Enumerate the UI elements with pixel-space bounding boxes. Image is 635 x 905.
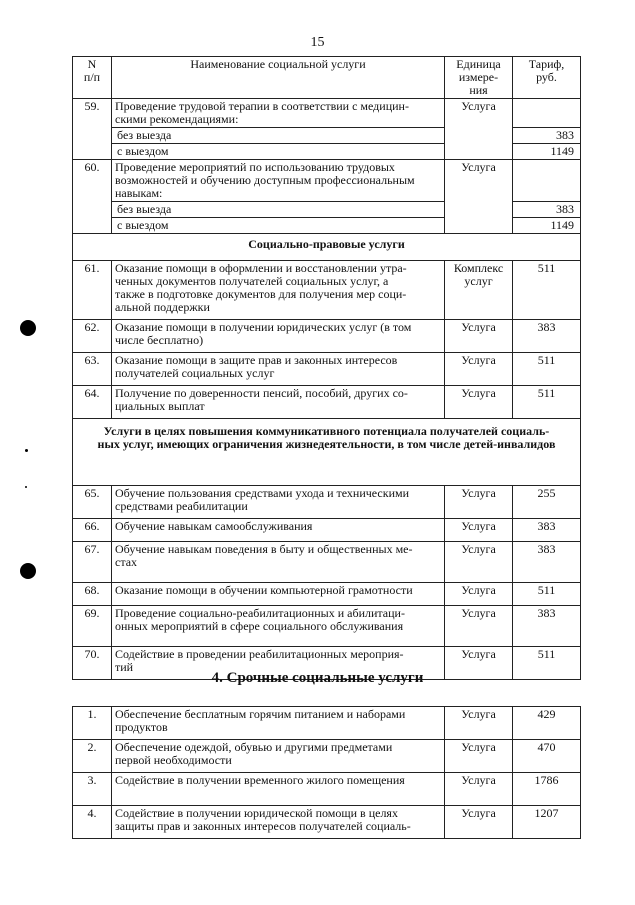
service-unit: Услуга bbox=[445, 486, 513, 519]
row-number: 67. bbox=[73, 542, 112, 583]
row-number: 1. bbox=[73, 707, 112, 740]
page-number: 15 bbox=[310, 35, 325, 50]
section-header-row bbox=[73, 234, 581, 261]
service-tariff: 511 bbox=[513, 583, 581, 606]
service-unit: Услуга bbox=[445, 583, 513, 606]
margin-punch-hole-top bbox=[20, 320, 36, 336]
service-unit: Услуга bbox=[445, 773, 513, 806]
service-unit: Услуга bbox=[445, 542, 513, 583]
tariff-empty-cell bbox=[513, 99, 581, 128]
service-name: Оказание помощи в обучении компьютерной грамотности bbox=[112, 583, 445, 606]
urgent-services-table bbox=[72, 706, 581, 839]
service-unit: Услуга bbox=[445, 707, 513, 740]
table-row bbox=[73, 320, 581, 353]
service-unit: Комплекс услуг bbox=[445, 261, 513, 320]
service-unit: Услуга bbox=[445, 647, 513, 680]
service-unit: Услуга bbox=[445, 519, 513, 542]
urgent-table-row bbox=[73, 740, 581, 773]
service-tariff: 470 bbox=[513, 740, 581, 773]
row-number: 65. bbox=[73, 486, 112, 519]
table-row bbox=[73, 583, 581, 606]
margin-punch-hole-bottom bbox=[20, 563, 36, 579]
service-name: Проведение мероприятий по использованию трудовых возможностей и обучению доступным профессиональным навыкам: bbox=[112, 160, 445, 202]
service-name: Содействие в получении временного жилого помещения bbox=[112, 773, 445, 806]
row-number: 2. bbox=[73, 740, 112, 773]
service-variant-tariff: 383 bbox=[513, 202, 581, 218]
service-name: Содействие в получении юридической помощи в целях защиты прав и законных интересов получателей социаль- bbox=[112, 806, 445, 839]
service-tariff: 511 bbox=[513, 353, 581, 386]
row-number: 69. bbox=[73, 606, 112, 647]
service-tariff: 383 bbox=[513, 320, 581, 353]
urgent-table-row bbox=[73, 806, 581, 839]
section-title-urgent-services: 4. Срочные социальные услуги bbox=[211, 670, 424, 686]
tariff-empty-cell bbox=[513, 160, 581, 202]
table-row bbox=[73, 386, 581, 419]
header-name: Наименование социальной услуги bbox=[112, 57, 445, 99]
row-number: 70. bbox=[73, 647, 112, 680]
section-title: Услуги в целях повышения коммуникативного потенциала получателей социаль- ных услуг, имеющих ограничения жизнедеятельности, в том числе детей-инвалидов bbox=[73, 419, 581, 486]
table-row bbox=[73, 542, 581, 583]
service-unit: Услуга bbox=[445, 740, 513, 773]
service-variant: без выезда bbox=[112, 128, 445, 144]
service-tariff: 511 bbox=[513, 386, 581, 419]
header-num: N п/п bbox=[73, 57, 112, 99]
service-name: Содействие в проведении реабилитационных мероприя- тий bbox=[112, 647, 445, 680]
row-number: 60. bbox=[73, 160, 112, 234]
service-tariff: 255 bbox=[513, 486, 581, 519]
service-unit: Услуга bbox=[445, 606, 513, 647]
service-name: Обучение навыкам поведения в быту и общественных ме- стах bbox=[112, 542, 445, 583]
row-number: 4. bbox=[73, 806, 112, 839]
row-number: 64. bbox=[73, 386, 112, 419]
service-variant-tariff: 1149 bbox=[513, 144, 581, 160]
service-name: Обучение пользования средствами ухода и техническими средствами реабилитации bbox=[112, 486, 445, 519]
row-number: 66. bbox=[73, 519, 112, 542]
service-variant: с выездом bbox=[112, 144, 445, 160]
row-number: 3. bbox=[73, 773, 112, 806]
table-header-row bbox=[73, 57, 581, 99]
service-name: Обеспечение одеждой, обувью и другими предметами первой необходимости bbox=[112, 740, 445, 773]
row-number: 61. bbox=[73, 261, 112, 320]
service-name: Получение по доверенности пенсий, пособий, других со- циальных выплат bbox=[112, 386, 445, 419]
service-name: Оказание помощи в защите прав и законных интересов получателей социальных услуг bbox=[112, 353, 445, 386]
service-name: Оказание помощи в получении юридических услуг (в том числе бесплатно) bbox=[112, 320, 445, 353]
service-name: Проведение социально-реабилитационных и абилитаци- онных мероприятий в сфере социального обслуживания bbox=[112, 606, 445, 647]
service-tariff: 1207 bbox=[513, 806, 581, 839]
service-tariff: 429 bbox=[513, 707, 581, 740]
table-row bbox=[73, 606, 581, 647]
service-tariff: 383 bbox=[513, 519, 581, 542]
service-tariff: 511 bbox=[513, 261, 581, 320]
table-row bbox=[73, 99, 581, 128]
service-variant-tariff: 383 bbox=[513, 128, 581, 144]
service-name: Проведение трудовой терапии в соответствии с медицин- скими рекомендациями: bbox=[112, 99, 445, 128]
service-unit: Услуга bbox=[445, 99, 513, 160]
row-number: 68. bbox=[73, 583, 112, 606]
services-table bbox=[72, 56, 581, 680]
service-unit: Услуга bbox=[445, 160, 513, 234]
service-unit: Услуга bbox=[445, 386, 513, 419]
service-tariff: 383 bbox=[513, 606, 581, 647]
section-header-row bbox=[73, 419, 581, 486]
service-name: Обучение навыкам самообслуживания bbox=[112, 519, 445, 542]
service-name: Обеспечение бесплатным горячим питанием и наборами продуктов bbox=[112, 707, 445, 740]
row-number: 59. bbox=[73, 99, 112, 160]
service-variant: без выезда bbox=[112, 202, 445, 218]
urgent-table-row bbox=[73, 707, 581, 740]
service-unit: Услуга bbox=[445, 353, 513, 386]
table-row bbox=[73, 519, 581, 542]
row-number: 63. bbox=[73, 353, 112, 386]
service-variant-tariff: 1149 bbox=[513, 218, 581, 234]
margin-speck bbox=[25, 449, 28, 452]
service-name: Оказание помощи в оформлении и восстановлении утра- ченных документов получателей социальных услуг, а также в подготовке документов для получения мер соци- альной поддержки bbox=[112, 261, 445, 320]
table-row bbox=[73, 160, 581, 202]
margin-speck bbox=[25, 486, 27, 488]
section-title: Социально-правовые услуги bbox=[73, 234, 581, 261]
service-tariff: 383 bbox=[513, 542, 581, 583]
service-unit: Услуга bbox=[445, 320, 513, 353]
row-number: 62. bbox=[73, 320, 112, 353]
service-variant: с выездом bbox=[112, 218, 445, 234]
table-row bbox=[73, 486, 581, 519]
urgent-table-row bbox=[73, 773, 581, 806]
table-row bbox=[73, 261, 581, 320]
service-tariff: 1786 bbox=[513, 773, 581, 806]
header-tariff: Тариф, руб. bbox=[513, 57, 581, 99]
header-unit: Единица измере- ния bbox=[445, 57, 513, 99]
service-tariff: 511 bbox=[513, 647, 581, 680]
service-unit: Услуга bbox=[445, 806, 513, 839]
table-row bbox=[73, 353, 581, 386]
